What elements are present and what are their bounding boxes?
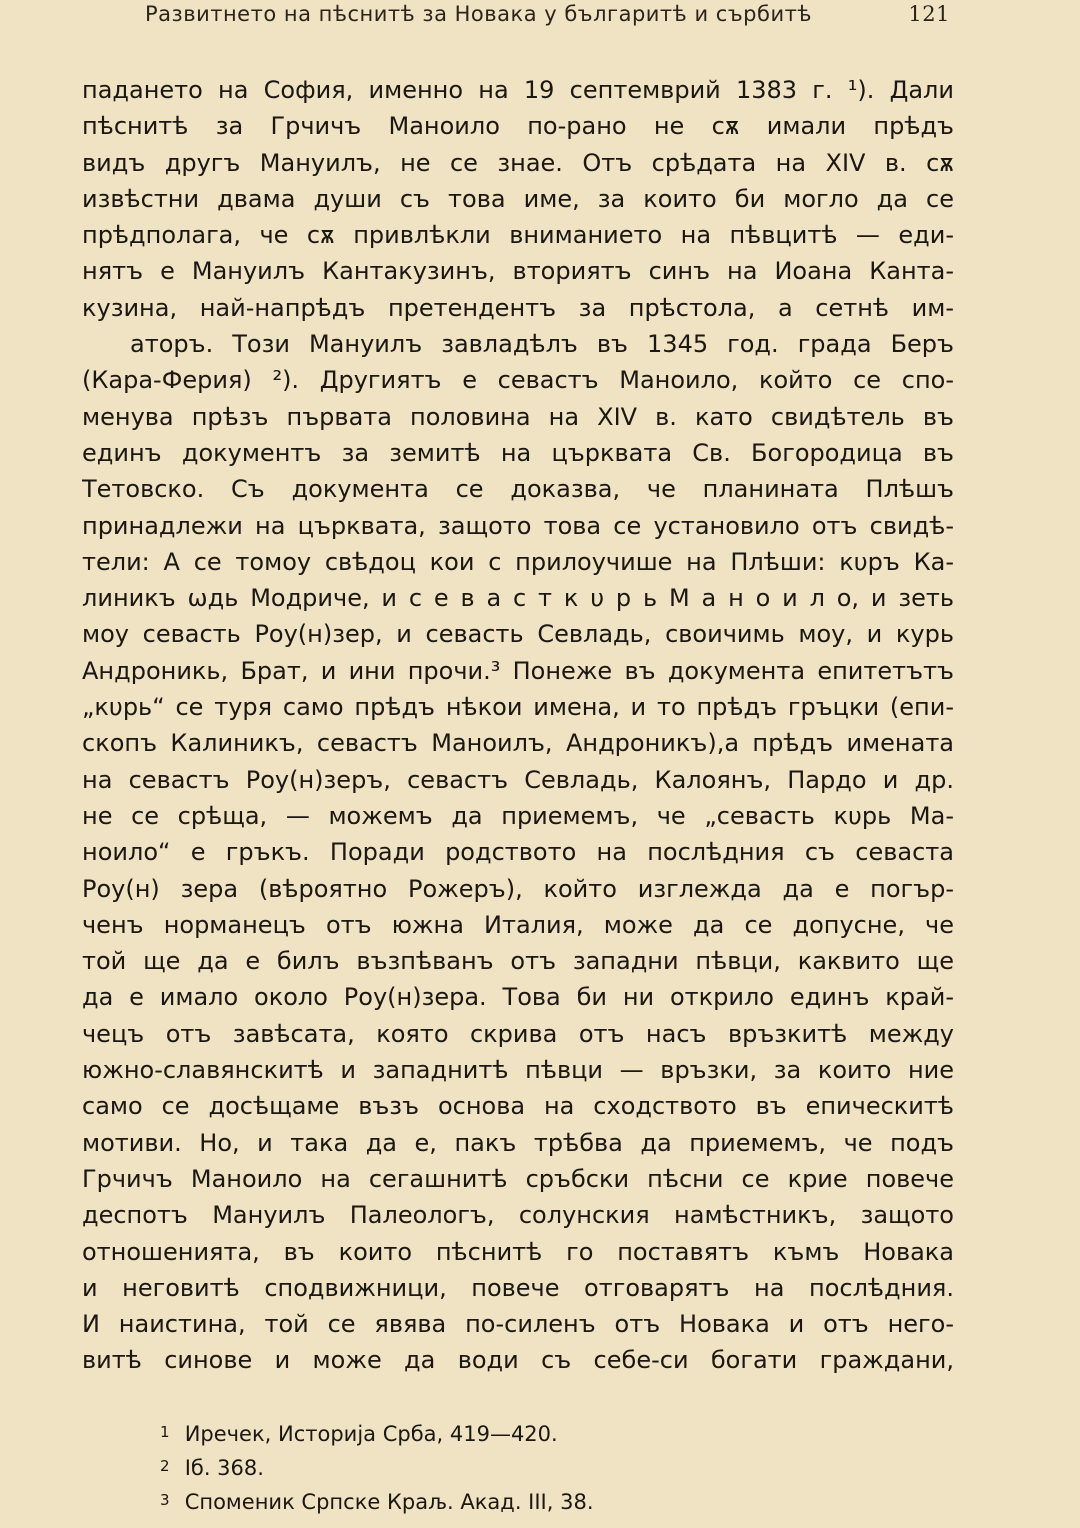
text-line: Роу(н) зера (вѣроятно Рожеръ), който изглежда да е погър- bbox=[82, 874, 954, 903]
text-line: деспотъ Мануилъ Палеологъ, солунския намѣстникъ, защото bbox=[82, 1201, 954, 1230]
text-line: отношенията, въ които пѣснитѣ го поставятъ къмъ Новака bbox=[82, 1237, 954, 1266]
body-text bbox=[82, 72, 954, 1379]
text-line: да е имало около Роу(н)зера. Това би ни открило единъ край- bbox=[82, 983, 954, 1012]
text-line: (Кара-Ферия) ²). Другиятъ е севастъ Маноило, който се спо- bbox=[82, 366, 954, 395]
running-head bbox=[145, 2, 950, 30]
text-line: не се срѣща, — можемъ да приемемъ, че „севасть кυрь Ма- bbox=[82, 801, 954, 830]
footnote bbox=[160, 1449, 860, 1483]
text-line: видъ другъ Мануилъ, не се знае. Отъ срѣдата на XIV в. сѫ bbox=[82, 148, 954, 177]
text-line: Тетовско. Съ документа се доказва, че планината Плѣшъ bbox=[82, 475, 954, 504]
footnote-text: Иречек, Историја Срба, 419—420. bbox=[184, 1422, 558, 1446]
text-line: моу севасть Роу(н)зер, и севасть Севладь, своичимь моу, и курь bbox=[82, 620, 954, 649]
running-head-title: Развитнето на пѣснитѣ за Новака у българитѣ и сърбитѣ bbox=[145, 2, 812, 26]
text-line: скопъ Калиникъ, севастъ Маноилъ, Андроникъ),а прѣдъ имената bbox=[82, 729, 954, 758]
text-line: Грчичъ Маноило на сегашнитѣ сръбски пѣсни се крие повече bbox=[82, 1164, 954, 1193]
footnote-mark: 1 bbox=[160, 1423, 170, 1441]
footnote-mark: 2 bbox=[160, 1457, 170, 1475]
footnote-mark: 3 bbox=[160, 1491, 170, 1509]
text-line: принадлежи на църквата, защото това се установило отъ свидѣ- bbox=[82, 511, 954, 540]
text-line: мотиви. Но, и така да е, пакъ трѣбва да приемемъ, че подъ bbox=[82, 1128, 954, 1157]
footnote bbox=[160, 1483, 860, 1517]
footnote bbox=[160, 1415, 860, 1449]
text-line: той ще да е билъ възпѣванъ отъ западни пѣвци, каквито ще bbox=[82, 947, 954, 976]
text-line: аторъ. Този Мануилъ завладѣлъ въ 1345 год. града Беръ bbox=[130, 330, 954, 359]
footnotes bbox=[160, 1415, 860, 1517]
text-line: на севастъ Роу(н)зеръ, севастъ Севладь, Калоянъ, Пардо и др. bbox=[82, 765, 954, 794]
text-line: чецъ отъ завѣсата, която скрива отъ насъ връзкитѣ между bbox=[82, 1019, 954, 1048]
footnote-text: Іб. 368. bbox=[184, 1456, 264, 1480]
text-line: извѣстни двама души съ това име, за които би могло да се bbox=[82, 184, 954, 213]
text-line: тели: А се томоу свѣдоц кои с прилоучише на Плѣши: кυръ Ка- bbox=[82, 547, 954, 576]
text-line: само се досѣщаме възъ основа на сходството въ епическитѣ bbox=[82, 1092, 954, 1121]
text-line: „кυрь“ се туря само прѣдъ нѣкои имена, и то прѣдъ гръцки (епи- bbox=[82, 693, 954, 722]
text-line: ноило“ е гръкъ. Поради родството на послѣдния съ севаста bbox=[82, 838, 954, 867]
text-line: нятъ е Мануилъ Кантакузинъ, вториятъ синъ на Иоана Канта- bbox=[82, 257, 954, 286]
text-line: ченъ норманецъ отъ южна Италия, може да се допусне, че bbox=[82, 910, 954, 939]
footnote-text: Споменик Српске Краљ. Акад. III, 38. bbox=[184, 1490, 594, 1514]
text-line: и неговитѣ сподвижници, повече отговарятъ на послѣдния. bbox=[82, 1273, 954, 1302]
text-line: менува прѣзъ първата половина на XIV в. като свидѣтель въ bbox=[82, 402, 954, 431]
text-line: пѣснитѣ за Грчичъ Маноило по-рано не сѫ имали прѣдъ bbox=[82, 112, 954, 141]
text-line: линикъ ѡдь Модриче, и с е в а с т к υ р ь М а н о и л о, и зеть bbox=[82, 584, 954, 613]
text-line: витѣ синове и може да води съ себе-си богати граждани, bbox=[82, 1346, 954, 1375]
text-line: южно-славянскитѣ и западнитѣ пѣвци — връзки, за които ние bbox=[82, 1056, 954, 1085]
text-line: прѣдполага, че сѫ привлѣкли вниманието на пѣвцитѣ — еди- bbox=[82, 221, 954, 250]
text-line: кузина, най-напрѣдъ претендентъ за прѣстола, а сетнѣ им- bbox=[82, 293, 954, 322]
text-line: Андроникь, Брат, и ини прочи.³ Понеже въ документа епитетътъ bbox=[82, 656, 954, 685]
text-line: падането на София, именно на 19 септемврий 1383 г. ¹). Дали bbox=[82, 76, 954, 104]
page-number: 121 bbox=[908, 2, 950, 26]
text-line: И наистина, той се явява по-силенъ отъ Новака и отъ него- bbox=[82, 1310, 954, 1339]
text-line: единъ документъ за земитѣ на църквата Св. Богородица въ bbox=[82, 438, 954, 467]
